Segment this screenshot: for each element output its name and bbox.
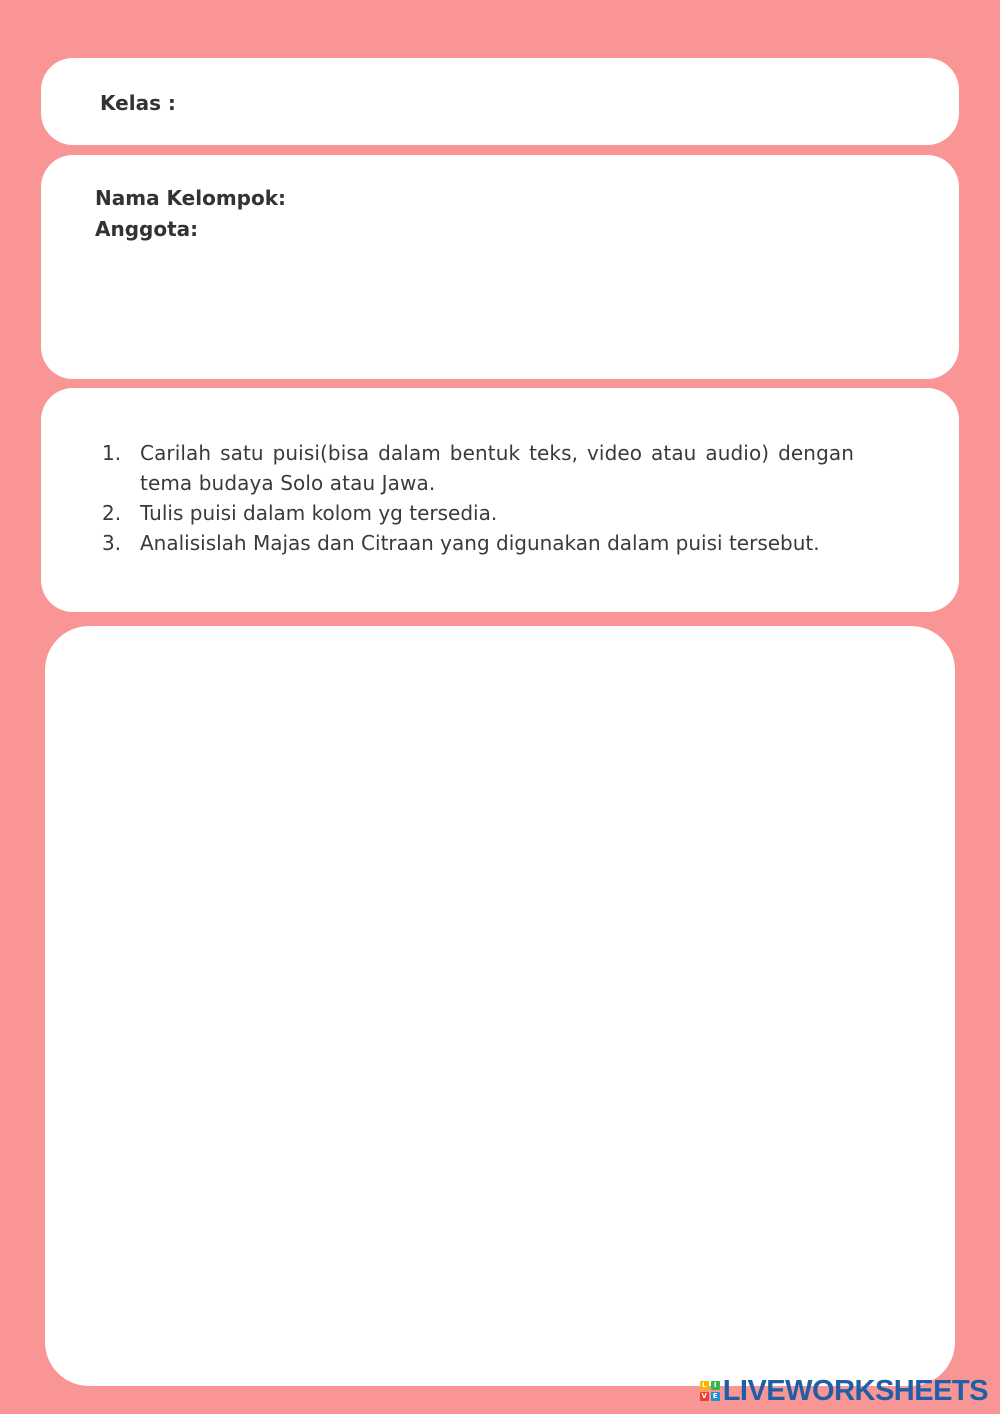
liveworksheets-mark-icon bbox=[700, 1381, 720, 1401]
kelas-label: Kelas : bbox=[100, 91, 176, 115]
logo-brand-text: LIVEWORKSHEETS bbox=[722, 1375, 988, 1407]
instruction-text: Tulis puisi dalam kolom yg tersedia. bbox=[140, 501, 498, 525]
anggota-label: Anggota: bbox=[95, 217, 199, 241]
logo-mark-letter: E bbox=[711, 1392, 720, 1401]
logo-mark-letter: V bbox=[701, 1392, 707, 1400]
instruction-item bbox=[102, 528, 854, 558]
kelas-card bbox=[41, 58, 959, 145]
instruction-number: 1. bbox=[102, 441, 122, 465]
answer-box[interactable] bbox=[45, 626, 955, 1386]
instructions-card bbox=[41, 388, 959, 612]
instruction-number: 3. bbox=[102, 531, 122, 555]
logo-mark-letter: L bbox=[700, 1381, 709, 1390]
instruction-text: Carilah satu puisi(bisa dalam bentuk teks, video atau audio) dengan tema budaya Solo atau Jawa. bbox=[140, 441, 854, 495]
instruction-list bbox=[102, 438, 854, 558]
instruction-item bbox=[102, 438, 854, 498]
instruction-item bbox=[102, 498, 854, 528]
instruction-number: 2. bbox=[102, 501, 122, 525]
liveworksheets-logo bbox=[700, 1377, 988, 1405]
group-card bbox=[41, 155, 959, 379]
nama-kelompok-label: Nama Kelompok: bbox=[95, 186, 287, 210]
logo-mark-letter: I bbox=[711, 1381, 720, 1390]
instruction-text: Analisislah Majas dan Citraan yang digunakan dalam puisi tersebut. bbox=[140, 531, 820, 555]
